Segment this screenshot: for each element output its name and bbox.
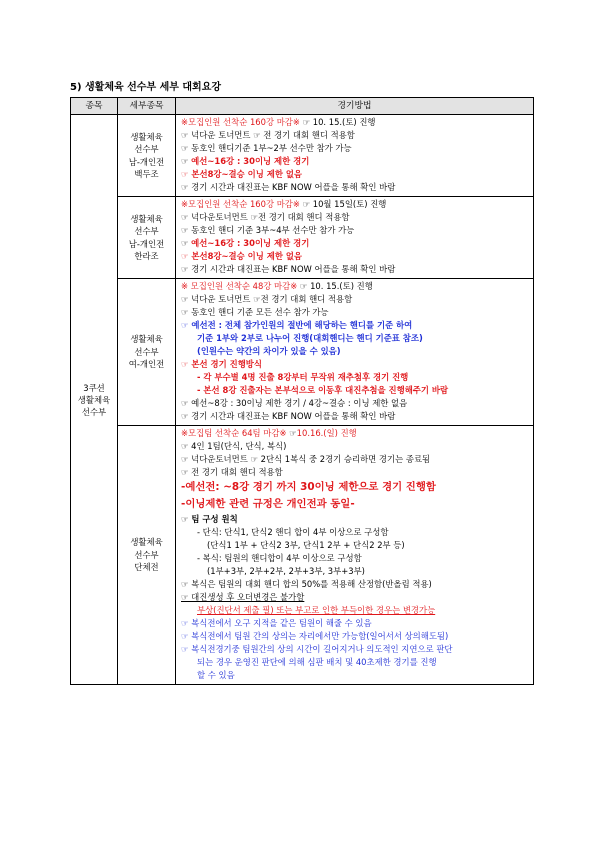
rule-line	[181, 410, 530, 423]
rule-line	[181, 224, 530, 237]
rule-line	[181, 280, 530, 293]
header-category: 종목	[71, 98, 118, 115]
rule-line	[181, 630, 530, 643]
rule-text: ☞ 본선 경기 진행방식	[181, 359, 262, 369]
category-line: 선수부	[81, 406, 107, 417]
rule-text: ☞	[181, 156, 192, 166]
rule-line	[181, 427, 530, 440]
sub-event-line: 선수부	[134, 346, 159, 357]
rule-text: ☞ 팀 구성 원칙	[181, 514, 238, 524]
rule-line	[181, 168, 530, 181]
category-cell	[71, 115, 118, 685]
sub-event-line: 생활체육	[130, 213, 163, 224]
sub-event-line: 생활체육	[130, 537, 163, 548]
rule-text: ☞ 복식전에서 오구 지적을 같은 팀원이 해줄 수 있음	[181, 618, 372, 628]
rule-text: ☞	[286, 428, 297, 438]
rule-line	[181, 181, 530, 194]
rule-line	[181, 552, 530, 565]
rule-line	[181, 116, 530, 129]
rule-text: -예선전: ~8강 경기 까지 30이닝 제한으로 경기 진행함	[181, 481, 436, 493]
rule-text: ☞ 동호인 핸디 기준 모든 선수 참가 가능	[181, 307, 329, 317]
rule-text: ☞ 본선8강~결승 이닝 제한 없음	[181, 251, 303, 261]
category-line: 3쿠션	[83, 382, 105, 393]
rule-line	[181, 142, 530, 155]
rule-line	[181, 539, 530, 552]
rule-text: - 각 부수별 4명 진출 8강부터 무작위 재추첨후 경기 진행	[197, 372, 409, 382]
rule-line	[181, 513, 530, 526]
rule-text: ☞ 대진생성 후 오더변경은 불가함	[181, 592, 305, 602]
sub-event-line: 남-개인전	[128, 238, 165, 249]
rule-line	[181, 617, 530, 630]
rule-text: ☞	[181, 238, 192, 248]
sub-event-cell	[118, 279, 176, 426]
rule-text: - 본선 8강 진출자는 본부석으로 이동후 대진추첨을 진행해주기 바람	[197, 385, 449, 395]
rule-line	[181, 129, 530, 142]
rule-line	[181, 358, 530, 371]
rule-text: ☞ 경기 시간과 대진표는 KBF NOW 어플을 통해 확인 바람	[181, 411, 396, 421]
rule-text: 10.16.(일) 진행	[296, 428, 357, 438]
sub-event-line: 선수부	[134, 144, 159, 154]
rule-text: ☞ 경기 시간과 대진표는 KBF NOW 어플을 통해 확인 바람	[181, 264, 396, 274]
section-heading: 5) 생활체육 선수부 세부 대회요강	[70, 82, 222, 93]
sub-event-cell	[118, 426, 176, 685]
rule-text: ☞ 예선전 : 전체 참가인원의 절반에 해당하는 핸디를 기준 하여	[181, 320, 413, 330]
rule-text: ※모집인원 선착순 160강 마감※	[181, 199, 300, 209]
rule-line	[181, 293, 530, 306]
rule-line	[181, 263, 530, 276]
sub-event-line: 단체전	[134, 562, 159, 573]
rule-text: ※모집팀 선착순 64팀 마감※	[181, 428, 287, 438]
rule-text: ☞ 10월 15일(토) 진행	[299, 199, 387, 209]
tournament-rules-table	[70, 97, 534, 685]
rule-line	[181, 211, 530, 224]
rule-line	[181, 565, 530, 578]
rule-text: ☞ 넉다운토너먼트 ☞전 경기 대회 핸디 적용함	[181, 212, 350, 222]
sub-event-cell	[118, 115, 176, 197]
rule-line	[181, 319, 530, 332]
rule-text: 되는 경우 운영진 판단에 의해 심판 배치 및 40초제한 경기를 진행	[197, 657, 437, 667]
rule-line	[181, 453, 530, 466]
rule-text: ☞ 4인 1팀(단식, 단식, 복식)	[181, 441, 287, 451]
rule-line	[181, 656, 530, 669]
rule-text: 부상(진단서 제출 필) 또는 부고로 인한 부득이한 경우는 변경가능	[197, 605, 436, 615]
rule-line	[181, 384, 530, 397]
sub-event-cell	[118, 197, 176, 279]
rule-text: ☞ 예선~8강 : 30이닝 제한 경기 / 4강~결승 : 이닝 제한 없음	[181, 398, 408, 408]
rule-line	[181, 578, 530, 591]
game-method-cell	[176, 197, 534, 279]
rule-text: (1부+3부, 2부+2부, 2부+3부, 3부+3부)	[207, 566, 365, 576]
table-row	[71, 279, 534, 426]
category-line: 생활체육	[77, 394, 111, 405]
rule-line	[181, 604, 530, 617]
rule-text: ☞ 복식은 팀원의 대회 핸디 합의 50%를 적용해 산정함(반올림 적용)	[181, 579, 432, 589]
sub-event-line: 생활체육	[130, 131, 163, 142]
sub-event-line: 선수부	[134, 226, 159, 236]
rule-text: ☞ 본선8강~결승 이닝 제한 없음	[181, 169, 303, 179]
sub-event-line: 한라조	[134, 251, 159, 261]
rule-line	[181, 440, 530, 453]
table-header-row	[71, 98, 534, 115]
header-game-method: 경기방법	[176, 98, 534, 115]
sub-event-line: 남-개인전	[128, 156, 165, 167]
rule-text: - 복식: 팀원의 핸디합이 4부 이상으로 구성함	[197, 553, 362, 563]
rule-line	[181, 332, 530, 345]
rule-text: ☞ 전 경기 대회 핸디 적용함	[181, 467, 283, 477]
rule-text: -이닝제한 관련 규정은 개인전과 동일-	[181, 498, 355, 510]
table-row	[71, 197, 534, 279]
game-method-cell	[176, 115, 534, 197]
sub-event-line: 선수부	[134, 549, 159, 560]
rule-line	[181, 669, 530, 682]
rule-line	[181, 466, 530, 479]
rule-text: (인원수는 약간의 차이가 있을 수 있음)	[197, 346, 341, 356]
rule-line	[181, 250, 530, 263]
rule-line	[181, 237, 530, 250]
rule-text: ☞ 동호인 핸디기준 1부~2부 선수만 참가 가능	[181, 143, 352, 153]
rule-line	[181, 496, 530, 513]
rule-text: (단식1 1부 + 단식2 3부, 단식1 2부 + 단식2 2부 등)	[207, 540, 405, 550]
game-method-cell	[176, 426, 534, 685]
rule-text: ☞ 10. 15.(토) 진행	[299, 117, 376, 127]
sub-event-line: 생활체육	[130, 334, 163, 345]
rule-text: ☞ 넉다운 토너먼트 ☞ 전 경기 대회 핸디 적용함	[181, 130, 355, 140]
rule-line	[181, 345, 530, 358]
rule-text: ☞ 넉다운 토너먼트 ☞전 경기 대회 핸디 적용함	[181, 294, 353, 304]
rule-line	[181, 371, 530, 384]
table-row	[71, 426, 534, 685]
rule-line	[181, 155, 530, 168]
rule-line	[181, 198, 530, 211]
rule-line	[181, 591, 530, 604]
rule-line	[181, 479, 530, 496]
rule-text: ☞ 경기 시간과 대진표는 KBF NOW 어플을 통해 확인 바람	[181, 182, 396, 192]
rule-text: ※ 모집인원 선착순 48강 마감※	[181, 281, 298, 291]
sub-event-line: 백두조	[134, 169, 159, 179]
rule-text: 할 수 있음	[197, 670, 235, 680]
rule-line	[181, 306, 530, 319]
rule-text: ☞ 10. 15.(토) 진행	[297, 281, 373, 291]
rule-line	[181, 397, 530, 410]
rule-line	[181, 526, 530, 539]
rule-text: - 단식: 단식1, 단식2 핸디 합이 4부 이상으로 구성함	[197, 527, 389, 537]
rule-text: ☞ 복식전경기중 팀원간의 상의 시간이 길어지거나 의도적인 지연으로 판단	[181, 644, 453, 654]
sub-event-line: 여-개인전	[128, 359, 165, 370]
rule-text: ※모집인원 선착순 160강 마감※	[181, 117, 300, 127]
rule-text: 예선~16강 : 30이닝 제한 경기	[191, 156, 310, 166]
header-sub-event: 세부종목	[118, 98, 176, 115]
rule-text: 예선~16강 : 30이닝 제한 경기	[191, 238, 310, 248]
game-method-cell	[176, 279, 534, 426]
rule-text: ☞ 동호인 핸디 기준 3부~4부 선수만 참가 가능	[181, 225, 355, 235]
rule-text: ☞ 복식전에서 팀원 간의 상의는 자리에서만 가능함(일어서서 상의해도됨)	[181, 631, 449, 641]
rule-text: ☞ 넉다운토너먼트 ☞ 2단식 1복식 중 2경기 승리하면 경기는 종료됨	[181, 454, 431, 464]
rule-text: 기준 1부와 2부로 나누어 진행(대회핸디는 핸디 기준표 참조)	[197, 333, 423, 343]
table-row	[71, 115, 534, 197]
rule-line	[181, 643, 530, 656]
